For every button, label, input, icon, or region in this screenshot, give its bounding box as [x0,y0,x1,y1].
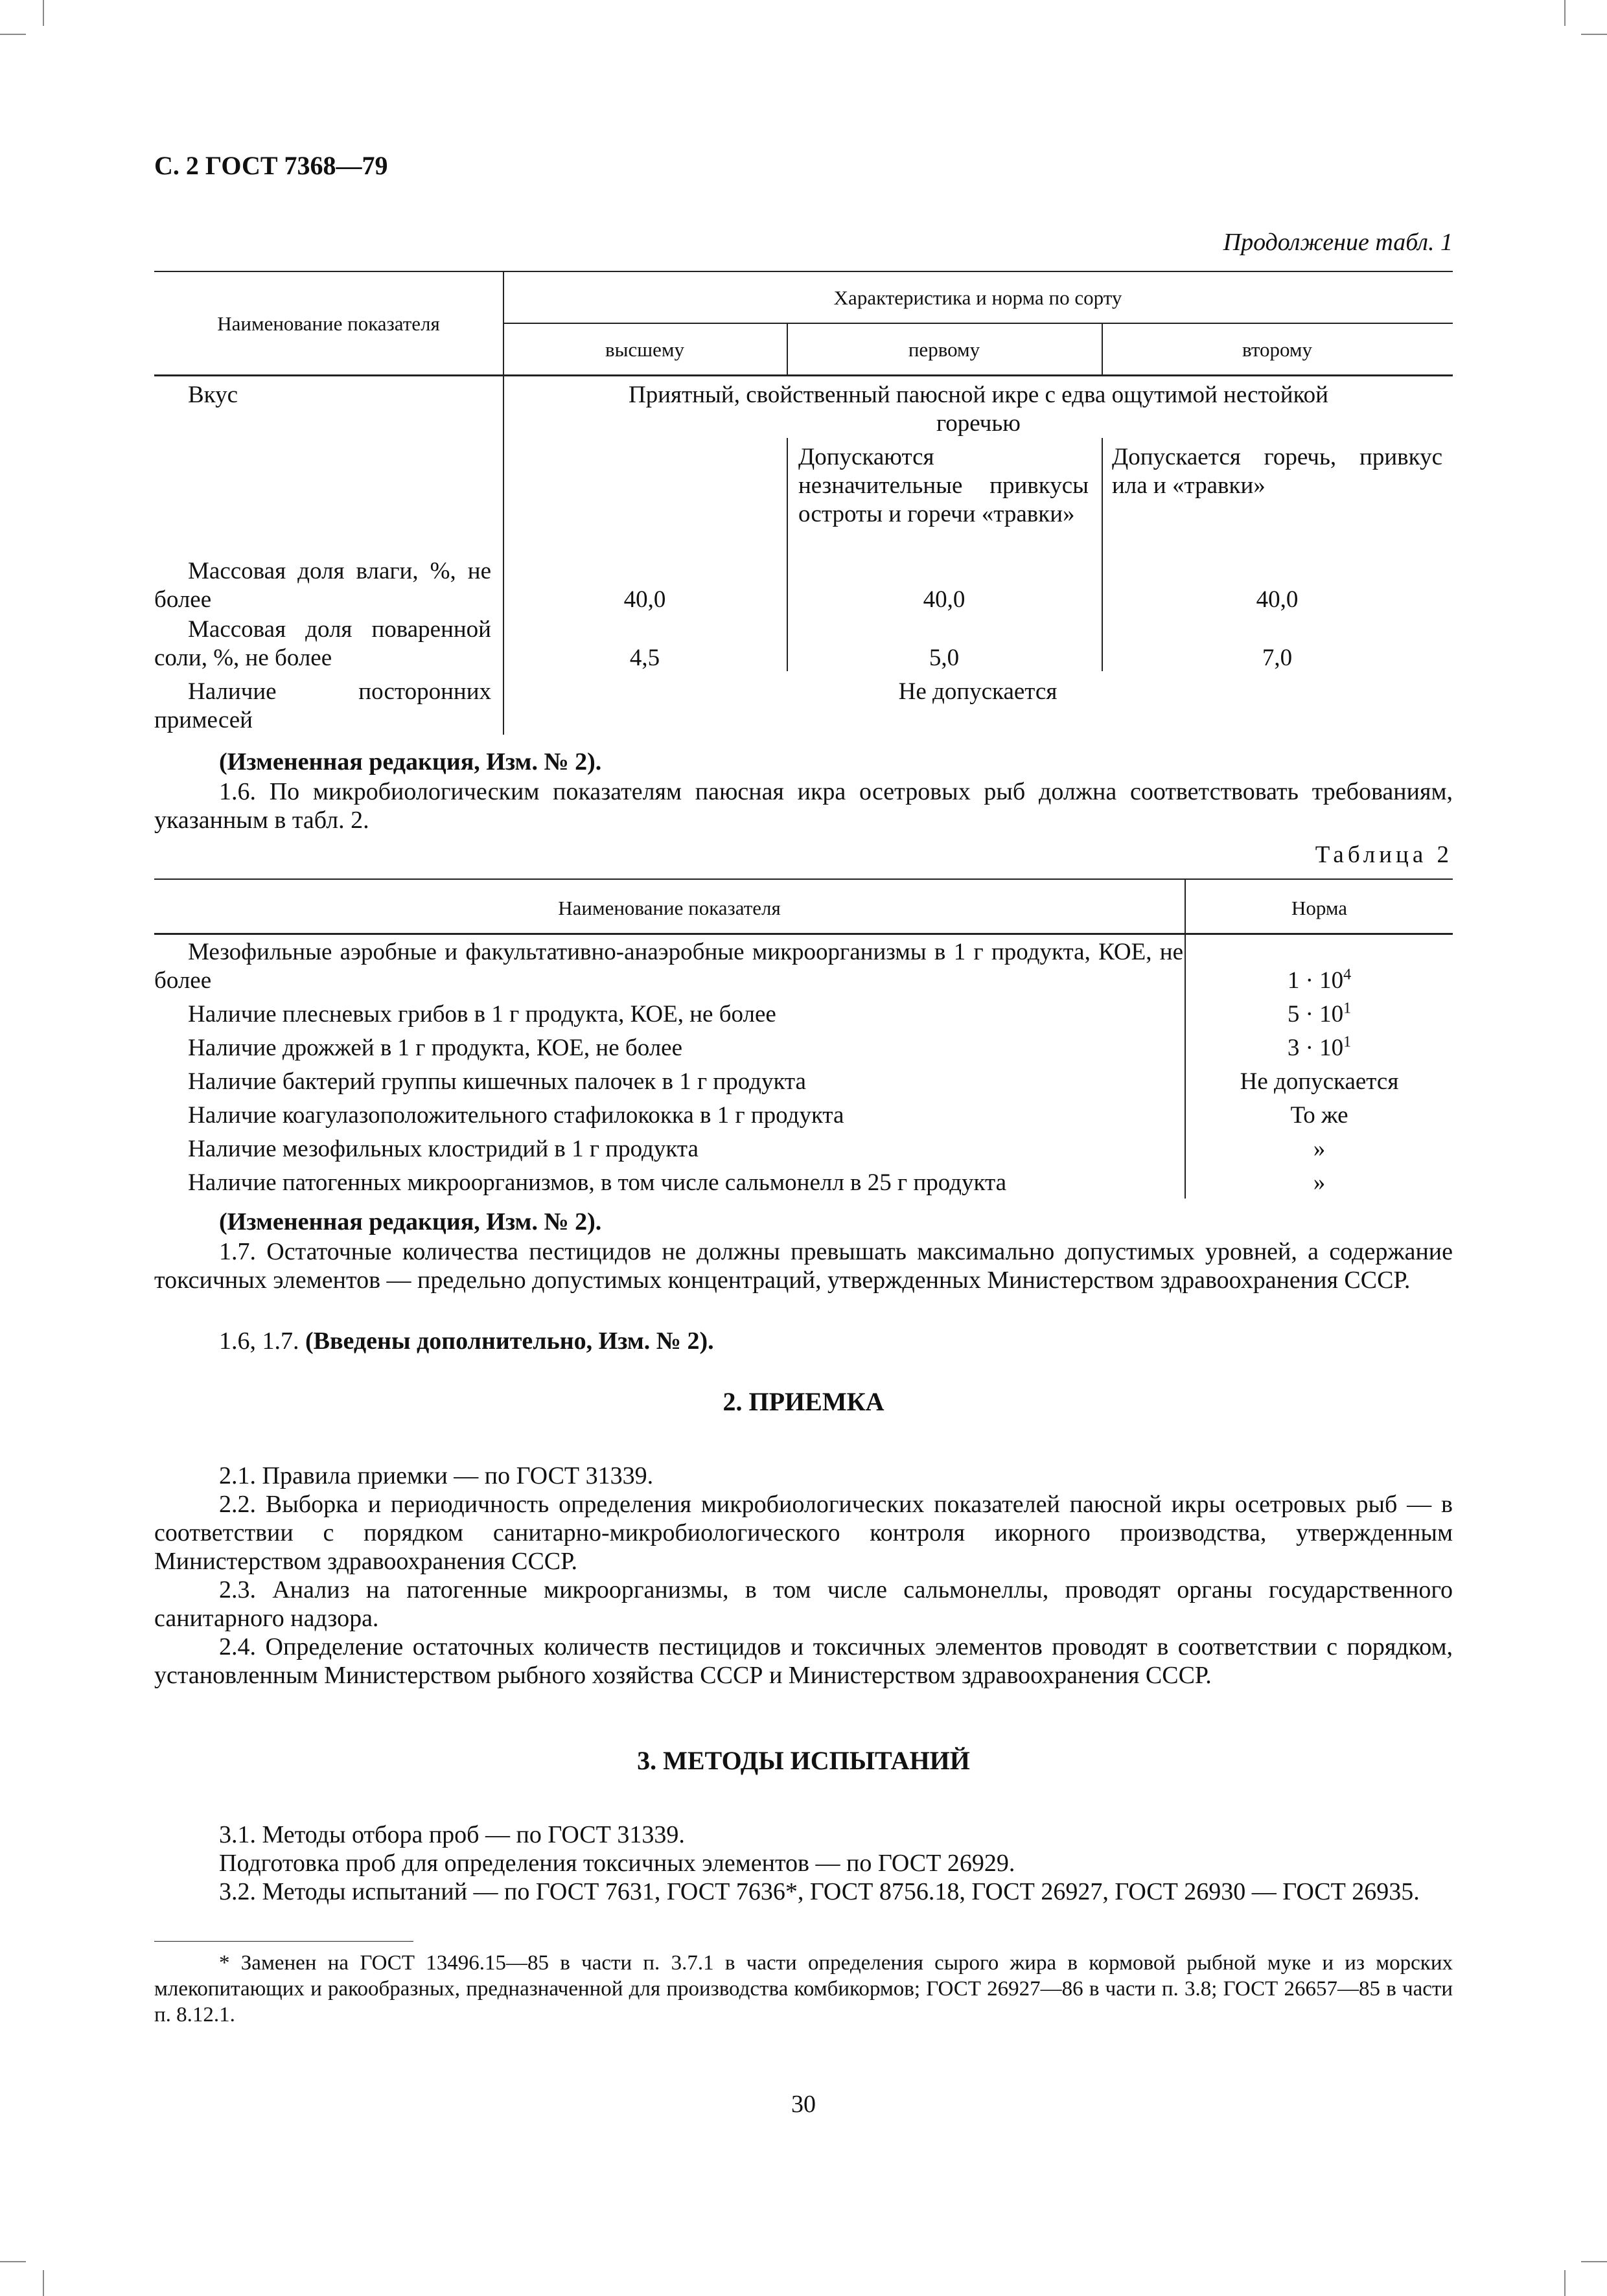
paragraph-2-1: 2.1. Правила приемки — по ГОСТ 31339. [219,1462,654,1489]
crop-mark [1581,34,1607,35]
running-title: С. 2 ГОСТ 7368—79 [154,151,388,180]
table-rule [154,271,1453,272]
table-2-caption: Таблица 2 [1315,842,1453,868]
row-label-impurities: Наличие посторонних примесей [154,678,491,733]
table-row: Наличие бактерий группы кишечных палочек в 1 г продукта [188,1068,806,1095]
norm-value: » [1313,1169,1326,1196]
crop-mark [1564,0,1566,26]
crop-mark [1564,2270,1566,2296]
column-header-grade: второму [1242,338,1313,361]
paragraph-3-2: 3.2. Методы испытаний — по ГОСТ 7631, ГОСТ 7636*, ГОСТ 8756.18, ГОСТ 26927, ГОСТ 26930 — ГОСТ 26935. [219,1878,1420,1905]
table-row: Наличие коагулазоположительного стафилококка в 1 г продукта [188,1102,844,1129]
paragraph-1-6-1-7-note: 1.6, 1.7. (Введены дополнительно, Изм. № 2). [219,1327,714,1355]
column-header-norm: Норма [1291,897,1348,919]
moisture-value: 40,0 [623,586,666,613]
column-header-name: Наименование показателя [558,897,781,919]
page-number: 30 [791,2091,816,2118]
crop-mark [1581,2261,1607,2262]
norm-value: $3 \cdot 10^1$ [1287,1033,1352,1061]
salt-value: 5,0 [929,645,960,671]
amendment-note: (Измененная редакция, Изм. № 2). [219,748,602,775]
norm-value: » [1313,1136,1326,1162]
table-continuation-label: Продолжение табл. 1 [1223,229,1453,256]
table-rule [1102,438,1103,671]
crop-mark [43,0,44,26]
column-header-name: Наименование показателя [217,312,440,335]
paragraph-1-7: 1.7. Остаточные количества пестицидов не должны превышать максимально допустимых уровней, а содержание токсичных элементов — предельно допустимых концентраций, утвержденных Министерством здравоохранения СССР. [154,1238,1453,1294]
table-row: Наличие плесневых грибов в 1 г продукта, КОЕ, не более [188,1001,776,1027]
paragraph-1-6: 1.6. По микробиологическим показателям паюсная икра осетровых рыб должна соответствовать требованиям, указанным в табл. 2. [154,778,1453,834]
paragraph-2-3: 2.3. Анализ на патогенные микроорганизмы, в том числе сальмонеллы, проводят органы государственного санитарного надзора. [154,1576,1453,1632]
table-row: Наличие дрожжей в 1 г продукта, КОЕ, не более [188,1035,683,1061]
taste-common-value: Приятный, свойственный паюсной икре с едва ощутимой нестойкой горечью [629,382,1328,437]
taste-second-grade-value: Допускается горечь, привкус ила и «травки» [1112,444,1442,499]
salt-value: 4,5 [629,645,660,671]
taste-first-grade-value: Допускаются незначительные привкусы остроты и горечи «травки» [798,444,1089,527]
crop-mark [0,34,26,35]
column-header-group: Характеристика и норма по сорту [833,286,1122,309]
row-label-taste: Вкус [188,382,238,408]
table-rule [787,438,788,671]
norm-value: $5 \cdot 10^1$ [1287,1000,1352,1027]
norm-value: $1 \cdot 10^4$ [1287,966,1352,994]
table-rule [154,933,1453,935]
paragraph-2-4: 2.4. Определение остаточных количеств пестицидов и токсичных элементов проводят в соответствии с порядком, установленным Министерством рыбного хозяйства СССР и Министерством здравоохранения СССР. [154,1633,1453,1689]
impurities-value: Не допускается [898,678,1058,705]
row-label-salt: Массовая доля поваренной соли, %, не более [154,616,491,671]
section-2-title: 2. ПРИЕМКА [723,1387,884,1416]
moisture-value: 40,0 [923,586,965,613]
section-3-title: 3. МЕТОДЫ ИСПЫТАНИЙ [637,1746,970,1775]
table-row: Мезофильные аэробные и факультативно-анаэробные микроорганизмы в 1 г продукта, КОЕ, не более [154,939,1183,994]
paragraph-2-2: 2.2. Выборка и периодичность определения микробиологических показателей паюсной икры осетровых рыб — в соответствии с порядком санитарно-микробиологического контроля икорного производства, утвержденным Министерством здравоохранения СССР. [154,1491,1453,1575]
salt-value: 7,0 [1262,645,1293,671]
table-rule [154,878,1453,880]
norm-value: Не допускается [1240,1068,1399,1095]
column-header-grade: первому [908,338,980,361]
paragraph-3-1: 3.1. Методы отбора проб — по ГОСТ 31339. [219,1821,685,1848]
moisture-value: 40,0 [1256,586,1299,613]
row-label-moisture: Массовая доля влаги, %, не более [154,558,491,613]
footnote-rule [154,1941,413,1942]
norm-value: То же [1290,1102,1348,1129]
table-row: Наличие мезофильных клостридий в 1 г продукта [188,1136,699,1162]
crop-mark [43,2270,44,2296]
amendment-note: (Измененная редакция, Изм. № 2). [219,1208,602,1235]
crop-mark [0,2261,26,2262]
table-row: Наличие патогенных микроорганизмов, в том числе сальмонелл в 25 г продукта [188,1169,1007,1196]
table-rule [503,323,1453,324]
table-rule [154,374,1453,376]
column-header-grade: высшему [605,338,684,361]
paragraph-3-1-continued: Подготовка проб для определения токсичных элементов — по ГОСТ 26929. [219,1850,1015,1877]
footnote: * Заменен на ГОСТ 13496.15—85 в части п. 3.7.1 в части определения сырого жира в кормовой рыбной муке и из морских млекопитающих и ракообразных, предназначенной для производства комбикормов; ГОСТ 26927—86 в части п. 3.8; ГОСТ 26657—85 в части п. 8.12.1. [154,1951,1453,2026]
